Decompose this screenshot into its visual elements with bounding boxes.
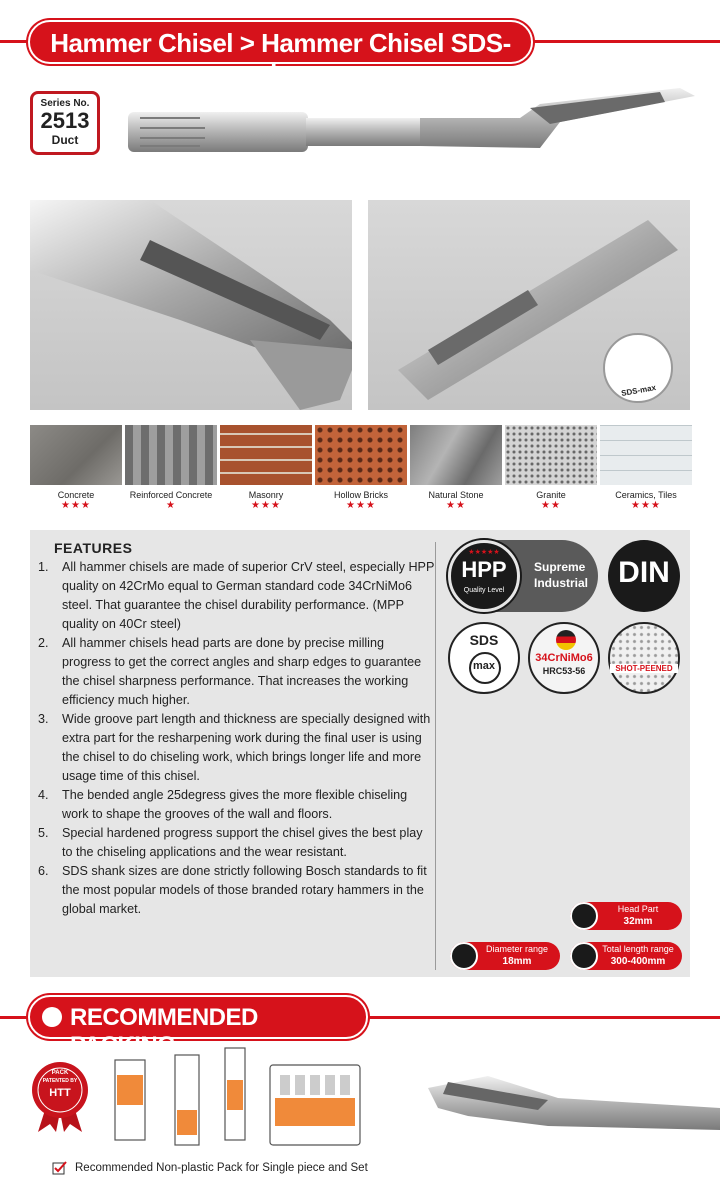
material-natural-stone [410,425,502,515]
feature-text: Wide groove part length and thickness are specially designed with extra part for the resharpening work during the final user is using the chisel to do chiseling work, which brings longer life and more usage time of this chisel. [62,712,431,783]
hpp-right-line1: Supreme [534,560,586,574]
din-label: DIN [618,556,670,589]
product-chisel-angle-image [428,1068,720,1148]
material-rating: ★★★ [631,500,661,511]
feature-number: 5. [38,826,49,840]
series-label: Series No. [40,98,90,109]
material-masonry [220,425,312,515]
material-rating: ★★ [541,500,561,511]
packing-title: RECOMMENDED PACKING [70,1004,258,1059]
product-chisel-image [120,82,700,172]
feature-number: 2. [38,636,49,650]
material-rating: ★★ [446,500,466,511]
sds-bottom: max [472,660,496,672]
material-granite [505,425,597,515]
material-hollow-bricks [315,425,407,515]
feature-item [38,862,436,919]
length-label: Total length range [602,944,674,954]
packing-banner [28,995,368,1059]
closeup-shank-photo [368,200,690,410]
feature-text: The bended angle 25degress gives the more flexible chiseling work to shape the grooves of the wall and floors. [62,788,408,821]
hpp-right-line2: Industrial [534,576,589,590]
germany-flag-icon [556,630,576,650]
hollow-bricks-swatch [315,425,407,485]
feature-text: SDS shank sizes are done strictly following Bosch standards to fit the most popular models of those branded rotary hammers in the global market. [62,864,427,916]
length-tag [570,942,682,970]
hardness: HRC53-56 [542,666,586,676]
feature-item [38,824,436,862]
head-part-tag [570,902,682,930]
features-list [38,558,436,919]
din-badge [608,540,680,612]
shot-peened-label: SHOT-PEENED [610,664,678,673]
series-badge [30,91,100,155]
chisel-head-icon [570,902,598,930]
page-title: Hammer Chisel > Hammer Chisel SDS-plus [50,28,511,89]
sds-max-label: SDS-max [620,383,657,398]
feature-item [38,710,436,786]
head-part-value: 32mm [623,916,653,927]
diameter-value: 18mm [502,956,532,967]
length-value: 300-400mm [610,956,666,967]
hpp-sub: Quality Level [463,587,505,594]
natural-stone-swatch [410,425,502,485]
sds-shank-icon [460,648,510,688]
shot-peened-badge [608,622,680,694]
feature-number: 1. [38,560,49,574]
diameter-tag [450,942,560,970]
series-type: Duct [51,133,79,147]
features-title: FEATURES [54,540,133,556]
diameter-icon [450,942,478,970]
material-name: Masonry [248,490,284,500]
feature-number: 4. [38,788,49,802]
feature-item [38,558,436,634]
concrete-swatch [30,425,122,485]
feature-text: Special hardened progress support the chisel gives the best play to the chiseling applications and the wear resistant. [62,826,423,859]
feature-text: All hammer chisels head parts are done by precise milling progress to get the correct angles and sharp edges to guarantee the chisel sharpness performance. That increases the working efficiency much higher. [62,636,422,707]
material-name: Ceramics, Tiles [615,490,677,500]
material-tiles [600,425,692,515]
masonry-swatch [220,425,312,485]
sds-top: SDS [469,632,499,648]
hpp-title: HPP [461,557,507,582]
closeup-blade-photo [30,200,352,410]
steel-grade-badge [528,622,600,694]
page-title-banner [28,20,533,89]
granite-swatch [505,425,597,485]
tiles-swatch [600,425,692,485]
material-name: Concrete [57,490,95,500]
feature-number: 6. [38,864,49,878]
seal-line3: HTT [49,1087,71,1099]
steel-grade: 34CrNiMo6 [535,652,593,664]
material-rating: ★★★ [61,500,91,511]
reinforced-concrete-swatch [125,425,217,485]
head-part-label: Head Part [617,904,659,914]
features-panel [30,530,690,977]
feature-text: All hammer chisels are made of superior CrV steel, especially HPP quality on 42CrMo equal to German standard code 34CrNiMo6 steel. That guarantee the chisel durability performance. (MPP quality on 40Cr steel) [62,560,435,631]
length-icon [570,942,598,970]
material-name: Granite [536,490,566,500]
feature-item [38,786,436,824]
material-name: Hollow Bricks [333,490,388,500]
feature-item [38,634,436,710]
diameter-label: Diameter range [485,944,549,954]
packing-illustrations [105,1040,370,1155]
material-reinforced-concrete [125,425,217,515]
material-concrete [30,425,122,515]
checkbox-checked-icon [52,1160,68,1176]
material-rating: ★ [166,500,176,511]
packing-caption: Recommended Non-plastic Pack for Single piece and Set [75,1162,368,1174]
hpp-circle [448,540,520,612]
material-name: Reinforced Concrete [129,490,213,500]
packing-dot-icon [42,1007,62,1027]
sds-max-badge [448,622,520,694]
patent-seal [30,1060,90,1132]
feature-number: 3. [38,712,49,726]
hpp-stars: ★★★★★ [468,549,500,556]
material-rating: ★★★ [251,500,281,511]
seal-line2: PATENTED BY [42,1078,78,1084]
seal-line1: PACK [51,1070,69,1076]
series-number: 2513 [40,108,90,133]
material-rating: ★★★ [346,500,376,511]
features-divider [435,542,436,970]
material-name: Natural Stone [428,490,484,500]
